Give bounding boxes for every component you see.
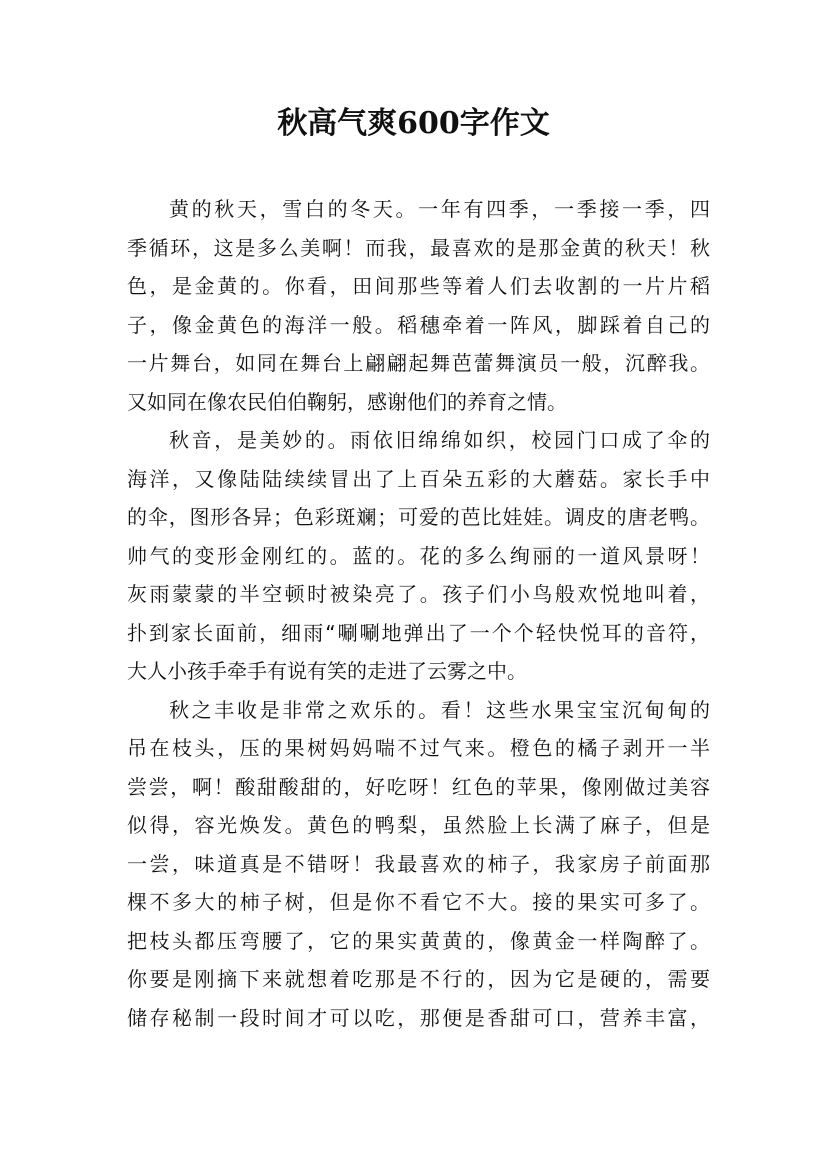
text-line: 你要是刚摘下来就想着吃那是不行的，因为它是硬的，需要 (127, 967, 710, 991)
document-title: 秋高气爽600字作文 (277, 106, 550, 141)
text-line: 秋之丰收是非常之欢乐的。看！这些水果宝宝沉甸甸的 (169, 697, 710, 722)
text-line: 扑到家长面前，细雨“唰唰地弹出了一个个轻快悦耳的音符， (127, 620, 710, 645)
text-line: 一片舞台，如同在舞台上翩翩起舞芭蕾舞演员一般，沉醉我。 (127, 351, 710, 375)
text-line: 尝尝，啊！酸甜酸甜的，好吃呀！红色的苹果，像刚做过美容 (127, 774, 710, 799)
text-line: 储存秘制一段时间才可以吃，那便是香甜可口，营养丰富， (127, 1005, 710, 1030)
text-line: 又如同在像农民伯伯鞠躬，感谢他们的养育之情。 (127, 389, 567, 414)
text-line: 子，像金黄色的海洋一般。稻穗牵着一阵风，脚踩着自己的 (127, 312, 710, 337)
text-line: 季循环，这是多么美啊！而我，最喜欢的是那金黄的秋天！秋 (127, 235, 710, 260)
text-line: 把枝头都压弯腰了，它的果实黄黄的，像黄金一样陶醉了。 (127, 928, 710, 953)
text-line: 秋音，是美妙的。雨依旧绵绵如织，校园门口成了伞的 (169, 428, 710, 452)
text-line: 棵不多大的柿子树，但是你不看它不大。接的果实可多了。 (127, 890, 710, 914)
essay-body (127, 190, 710, 1037)
text-line: 吊在枝头，压的果树妈妈喘不过气来。橙色的橘子剥开一半 (127, 736, 710, 760)
text-line: 帅气的变形金刚红的。蓝的。花的多么绚丽的一道风景呀！ (127, 543, 710, 568)
text-line: 海洋，又像陆陆续续冒出了上百朵五彩的大蘑菇。家长手中 (127, 466, 710, 491)
text-line: 的伞，图形各异；色彩斑斓；可爱的芭比娃娃。调皮的唐老鸭。 (127, 505, 710, 529)
text-line: 黄的秋天，雪白的冬天。一年有四季，一季接一季，四 (169, 197, 710, 221)
text-line: 灰雨蒙蒙的半空顿时被染亮了。孩子们小鸟般欢悦地叫着， (127, 582, 710, 606)
text-line: 一尝，味道真是不错呀！我最喜欢的柿子，我家房子前面那 (127, 851, 710, 876)
text-line: 色，是金黄的。你看，田间那些等着人们去收割的一片片稻 (127, 274, 710, 298)
text-line: 似得，容光焕发。黄色的鸭梨，虽然脸上长满了麻子，但是 (127, 813, 710, 837)
text-line: 大人小孩手牵手有说有笑的走进了云雾之中。 (127, 659, 527, 683)
